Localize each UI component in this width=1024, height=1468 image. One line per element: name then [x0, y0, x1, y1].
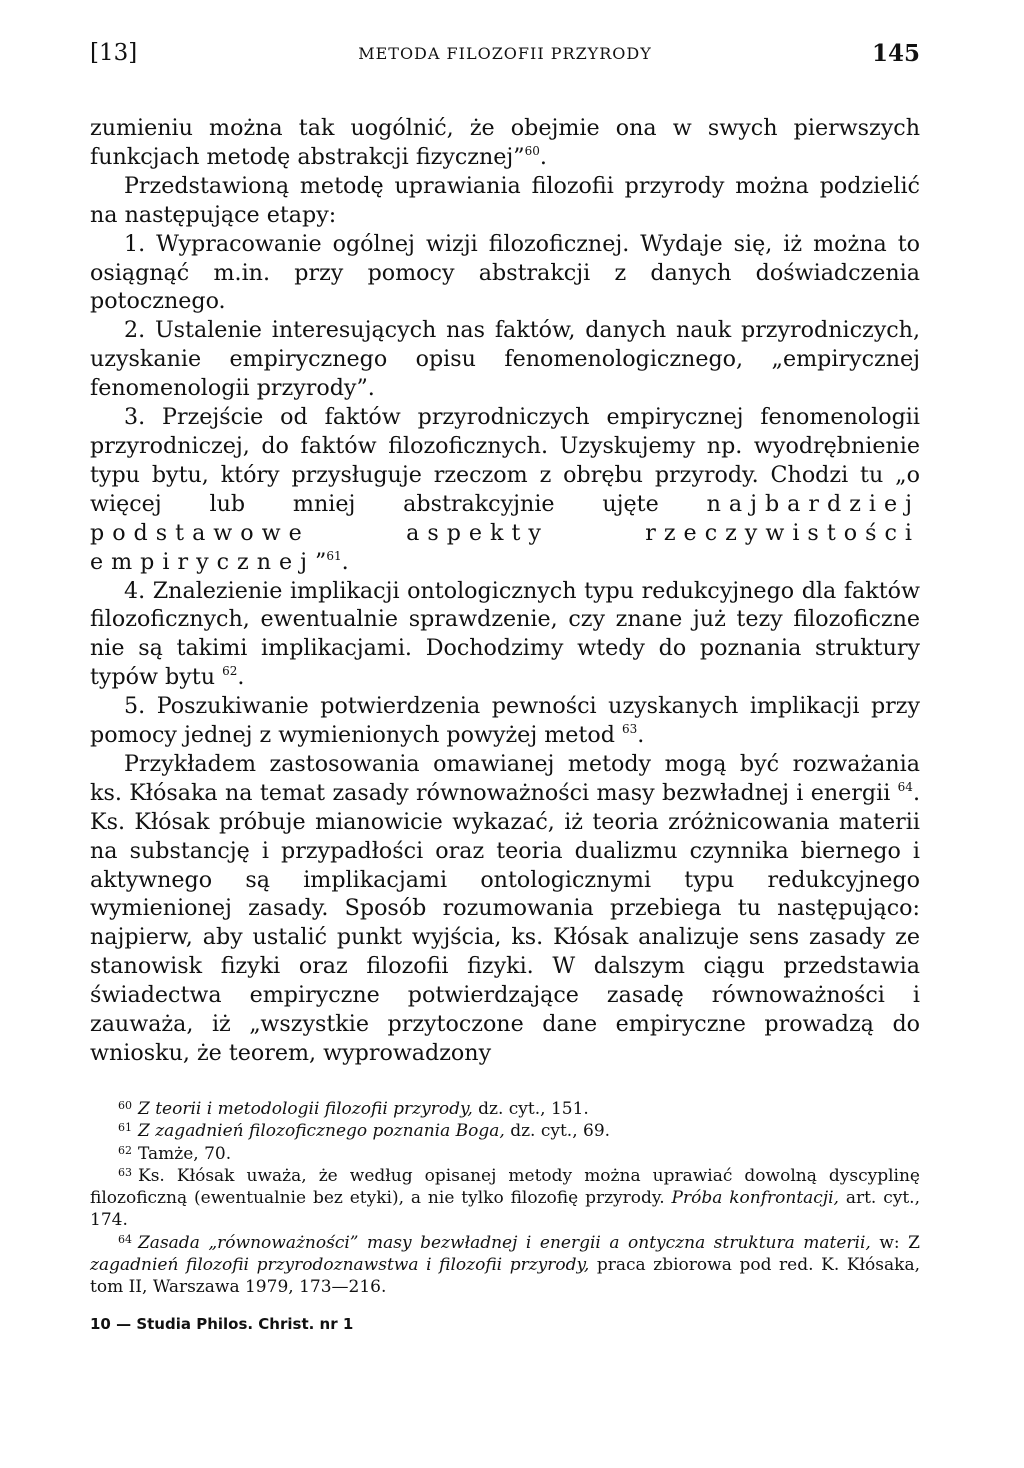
list-item-4: 4. Znalezienie implikacji ontologicznych typu redukcyjnego dla faktów filozoficznych, ewentualnie sprawdzenie, czy znane już tezy filozoficzne nie są takimi implikacjami. Dochodzimy wtedy do poznania struktury typów bytu $^{62}$.	[90, 577, 920, 691]
running-title: METODA FILOZOFII PRZYRODY	[358, 44, 652, 63]
list-item-5: 5. Poszukiwanie potwierdzenia pewności uzyskanych implikacji przy pomocy jednej z wymienionych powyżej metod $^{63}$.	[90, 693, 920, 749]
spaced-emphasis: najbardziej podstawowe aspekty rzeczywistości empirycznej	[90, 490, 920, 575]
list-item-1: 1. Wypracowanie ogólnej wizji filozoficznej. Wydaje się, iż można to osiągnąć m.in. przy pomocy abstrakcji z danych doświadczenia potocznego.	[90, 230, 920, 315]
footnote-ref-64[interactable]: 64	[897, 779, 913, 794]
footnote-ref-62[interactable]: 62	[222, 664, 238, 679]
paragraph-1: zumieniu można tak uogólnić, że obejmie ona w swych pierwszych funkcjach metodę abstrakcji fizycznej”$^{60}$.	[90, 115, 920, 170]
footnote-ref-61[interactable]: 61	[326, 548, 342, 563]
footnote-60: $^{60}$ Z teorii i metodologii filozofii przyrody, dz. cyt., 151.	[118, 1098, 589, 1119]
footnote-ref-63[interactable]: 63	[621, 722, 638, 737]
footnotes	[90, 1098, 920, 1299]
footnote-61: $^{61}$ Z zagadnień filozoficznego poznania Boga, dz. cyt., 69.	[118, 1121, 611, 1142]
page-number: 145	[871, 40, 920, 67]
paragraph-3: Przykładem zastosowania omawianej metody mogą być rozważania ks. Kłósaka na temat zasady równoważności masy bezwładnej i energii $^{64}$. Ks. Kłósak próbuje mianowicie wykazać, iż teoria zróżnicowania materii na substancję i przypadłości oraz teoria dualizmu czynnika biernego i aktywnego są implikacjami ontologicznymi typu redukcyjnego wymienionej zasady. Sposób rozumowania przebiega tu następująco: najpierw, aby ustalić punkt wyjścia, ks. Kłósak analizuje sens zasady ze stanowisk fizyki oraz filozofii fizyki. W dalszym ciągu przedstawia świadectwa empiryczne potwierdzające zasadę równoważności i zauważa, iż „wszystkie przytoczone dane empiryczne prowadzą do wniosku, że teorem, wyprowadzony	[90, 750, 920, 1066]
running-head	[90, 40, 920, 80]
page	[90, 40, 920, 1333]
footnote-62: $^{62}$ Tamże, 70.	[118, 1143, 232, 1164]
list-item-3: 3. Przejście od faktów przyrodniczych empirycznej fenomenologii przyrodniczej, do faktów filozoficznych. Uzyskujemy np. wyodrębnienie typu bytu, który przysługuje rzeczom z obrębu przyrody. Chodzi tu „o więcej lub mniej abstrakcyjnie ujęte najbardziej podstawowe aspekty rzeczywistości empirycznej”$^{61}$.	[90, 404, 920, 575]
footnote-64: $^{64}$ Zasada „równoważności” masy bezwładnej i energii a ontyczna struktura materii, w: Z zagadnień filozofii przyrodoznawstwa i filozofii przyrody, praca zbiorowa pod red. K. Kłósaka, tom II, Warszawa 1979, 173—216.	[90, 1232, 920, 1298]
list-item-2: 2. Ustalenie interesujących nas faktów, danych nauk przyrodniczych, uzyskanie empirycznego opisu fenomenologicznego, „empirycznej fenomenologii przyrody”.	[90, 317, 920, 402]
footnote-ref-60[interactable]: 60	[524, 143, 540, 158]
signature-line: 10 — Studia Philos. Christ. nr 1	[90, 1314, 354, 1333]
footnote-63: $^{63}$ Ks. Kłósak uważa, że według opisanej metody można uprawiać dowolną dyscyplinę filozoficzną (ewentualnie bez etyki), a nie tylko filozofię przyrody. Próba konfrontacji, art. cyt., 174.	[90, 1165, 920, 1231]
paragraph-2: Przedstawioną metodę uprawiania filozofii przyrody można podzielić na następujące etapy:	[90, 172, 920, 228]
section-number: [13]	[90, 40, 138, 66]
body-text	[90, 114, 920, 1068]
